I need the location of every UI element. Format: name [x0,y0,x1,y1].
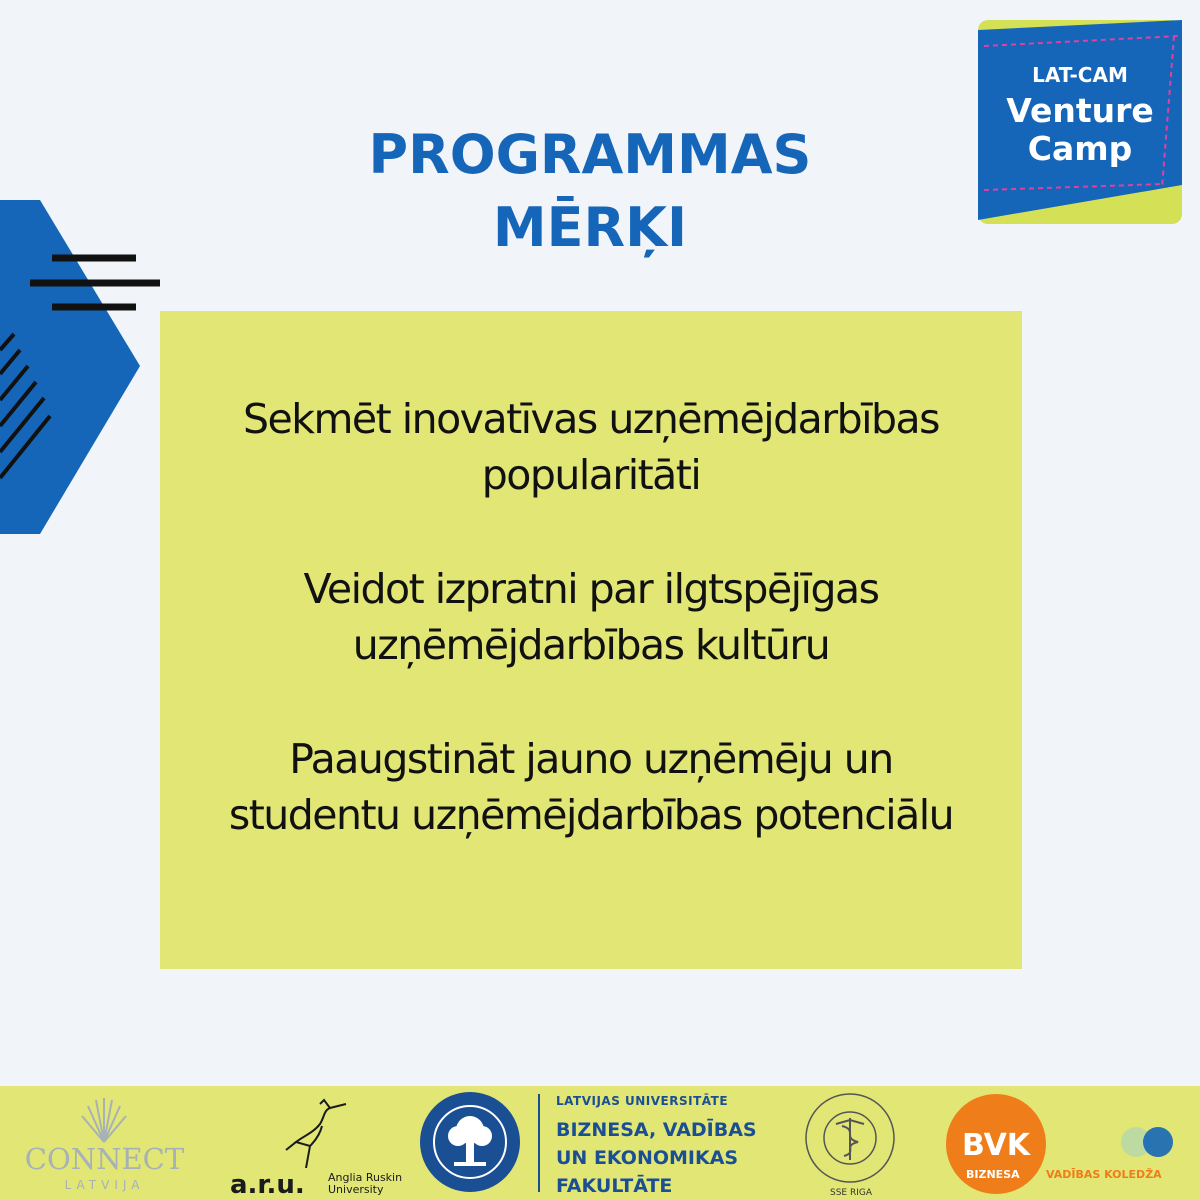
bvk-logo-mark: BVK [961,1128,1031,1163]
connect-logo-sub: LATVIJA [64,1178,145,1192]
goal-item-2 [160,561,1022,673]
venture-camp-line-2: Venture [1006,91,1154,130]
venture-camp-line-3: Camp [1027,129,1133,168]
page-title [300,118,880,264]
bvk-circles-icon [1118,1124,1180,1160]
university-of-latvia-seal-icon [418,1090,522,1194]
decorative-hexagon-shape [0,0,170,560]
goal-2-line-2: uzņēmējdarbības kultūru [352,621,830,669]
goal-2-line-1: Veidot izpratni par ilgtspējīgas [303,565,879,613]
aru-name-line-1: Anglia Ruskin [328,1171,403,1184]
lu-logo-faculty-text [556,1116,757,1200]
lu-faculty-line-3: FAKULTĀTE [556,1175,673,1197]
goal-3-line-1: Paaugstināt jauno uzņēmēju un [289,735,893,783]
sse-riga-label: SSE RIGA [829,1188,872,1198]
sse-riga-seal-icon [802,1090,898,1186]
partner-logos-footer [0,1086,1200,1200]
connect-logo-name: CONNECT [24,1142,185,1176]
lu-faculty-line-2: UN EKONOMIKAS [556,1147,739,1169]
goals-box [160,311,1022,969]
title-line-2: MĒRĶI [492,196,688,259]
aru-logo-name [328,1172,402,1196]
goal-1-line-2: popularitāti [481,451,701,499]
aru-name-line-2: University [328,1183,384,1196]
venture-camp-line-1: LAT-CAM [1032,63,1128,87]
lu-faculty-line-1: BIZNESA, VADĪBAS [556,1119,757,1141]
bvk-logo-sub-1: BIZNESA [966,1168,1020,1181]
goal-item-1 [160,391,1022,503]
goal-1-line-1: Sekmēt inovatīvas uzņēmējdarbības [242,395,940,443]
bvk-logo-sub-2: VADĪBAS KOLEDŽA [1046,1168,1162,1181]
venture-camp-logo-text [978,58,1182,168]
title-line-1: PROGRAMMAS [368,123,812,186]
lu-logo-small-text: LATVIJAS UNIVERSITĀTE [556,1094,729,1108]
lu-divider [538,1094,540,1192]
goal-item-3 [160,731,1022,843]
aru-logo-mark: a.r.u. [230,1170,305,1200]
connect-latvija-logo-icon [78,1094,130,1144]
goal-3-line-2: studentu uzņēmējdarbības potenciālu [228,791,954,839]
aru-heron-icon [280,1090,352,1170]
